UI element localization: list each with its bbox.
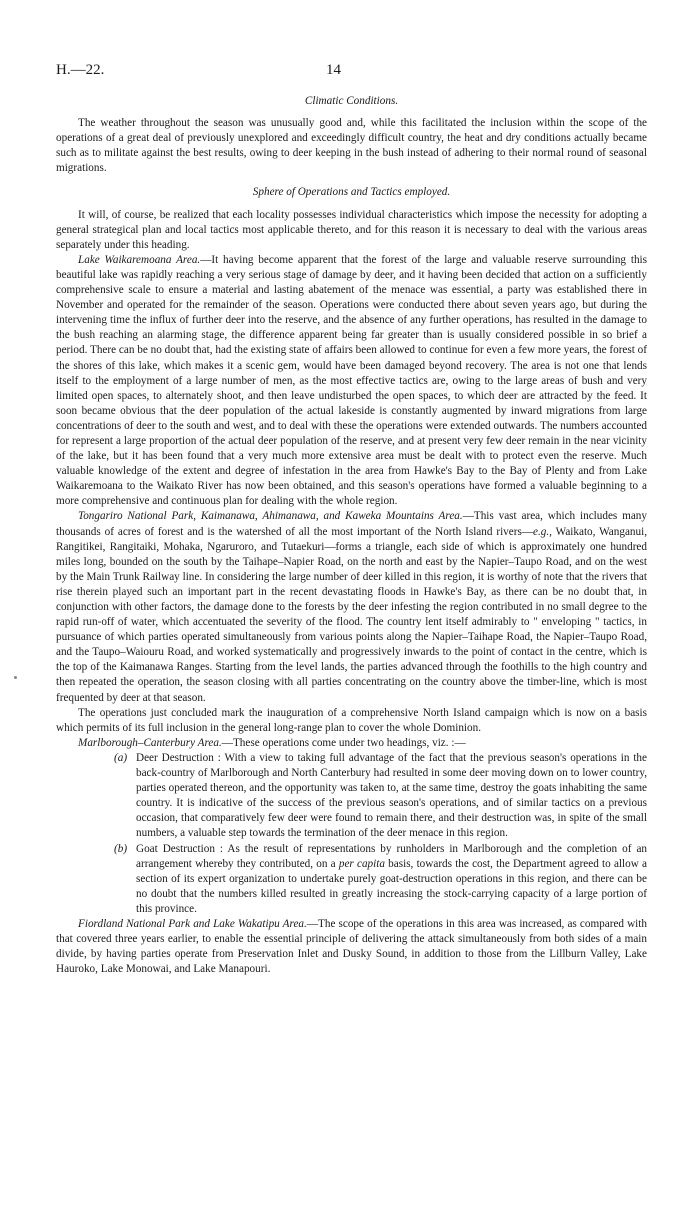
sphere-heading: Sphere of Operations and Tactics employed.	[252, 186, 451, 199]
report-reference: H.—22.	[56, 62, 105, 78]
climatic-heading: Climatic Conditions.	[304, 95, 399, 107]
list-item-a-text: Deer Destruction : With a view to taking full advantage of the fact that the previous season's operations in the back-country of Marlborough and North Canterbury had resulted in some deer moving down on to lower country, parties operated thereon, and the opportunity was taken to, at the same time, destroy the goats inhabiting the same country. It is indicative of the success of the previous season's operations, and of similar tactics on a previous occasion, that comparatively few deer were found to remain there, and their destruction was, in spite of the small numbers, a valuable step towards the termination of the deer menace in this region.	[136, 751, 647, 840]
marlborough-paragraph	[56, 736, 647, 751]
list-item-b-text-2: basis, towards the cost, the Department agreed to allow a section of its expert organization to undertake purely goat-destruction operations in this region, and there can be no doubt that the numbers killed resulted in greatly increasing the stock-carrying capacity of a large portion of this province.	[136, 857, 647, 915]
document-page	[56, 58, 647, 977]
page-number: 14	[326, 62, 341, 78]
marlborough-text: —These operations come under two headings, viz. :—	[221, 736, 466, 749]
waikaremoana-paragraph	[56, 253, 647, 510]
list-marker-b: (b)	[114, 842, 128, 855]
tongariro-title: Tongariro National Park, Kaimanawa, Ahimanawa, and Kaweka Mountains Area.	[78, 510, 463, 523]
tongariro-eg: e.g.,	[533, 525, 552, 538]
fiordland-text: —The scope of the operations in this area was increased, as compared with that covered three years earlier, to enable the essential principle of delivering the attack simultaneously from both sides of a main divide, by having parties operate from Preservation Inlet and Dusky Sound, in addition to those from the Lillburn Valley, Lake Hauroko, Lake Monowai, and Lake Manapouri.	[56, 917, 647, 976]
sphere-intro-paragraph: It will, of course, be realized that each locality possesses individual characteristics which impose the necessity for adopting a general strategical plan and local tactics most applicable thereto, and for this reason it is necessary to deal with the various areas separately under this heading.	[56, 208, 647, 251]
fiordland-paragraph	[56, 917, 647, 977]
tongariro-paragraph	[56, 509, 647, 705]
page-header	[56, 58, 647, 80]
list-marker-a: (a)	[114, 751, 128, 764]
margin-speck	[14, 676, 17, 679]
waikaremoana-title: Lake Waikaremoana Area.	[78, 253, 201, 266]
marlborough-title: Marlborough–Canterbury Area.	[78, 736, 222, 749]
fiordland-title: Fiordland National Park and Lake Wakatipu Area.	[78, 917, 307, 930]
tongariro-text-1: —This vast area, which includes many thousands of acres of forest and is the watershed of all the most important of the North Island rivers—	[56, 510, 647, 538]
climatic-paragraph: The weather throughout the season was unusually good and, while this facilitated the inclusion within the scope of the operations of a great deal of previously unexplored and exceedingly difficult country, the heat and dry conditions actually became such as to militate against the best results, owing to deer keeping in the bush instead of adhering to their normal round of seasonal migrations.	[56, 117, 647, 175]
list-item-deer-destruction	[56, 751, 647, 842]
list-item-b-text-1: Goat Destruction : As the result of representations by runholders in Marlborough and the completion of an arrangement whereby they contributed, on a	[136, 842, 647, 870]
waikaremoana-text: —It having become apparent that the forest of the large and valuable reserve surrounding this beautiful lake was rapidly reaching a very serious stage of damage by deer, and it having been decided that action on a sufficiently comprehensive scale to ensure a material and lasting abatement of the menace was essential, a party was established there in November and operated for the remainder of the season. Operations were conducted there about seven years ago, but during the intervening time the influx of further deer into the reserve, and the absence of any further operations, has resulted in the damage to the bush reaching an alarming stage, the difference apparent being far greater than is usually considered possible in so brief a period. There can be no doubt that, had the existing state of affairs been allowed to continue for even a few more years, the forest of the shores of this lake, which makes it a scenic gem, would have been damaged beyond recovery. The area is not one that lends itself to the employment of a large number of men, as the most effective tactics are, owing to the large areas of bush and very limited open spaces, to alternately shoot, and then leave undisturbed the open spaces, to which deer are attracted by the feed. It soon became obvious that the deer population of the actual lakeside is constantly augmented by inward migrations from large concentrations of deer to the south and west, and to deal with these the operations were extended outwards. The numbers accounted for represent a large proportion of the actual deer population of the reserve, and at present very few deer remain in the near vicinity of the lake, but it has been found that a very much more extensive area must be dealt with to protect even the reserve. Much valuable knowledge of the extent and degree of infestation in the area from Hawke's Bay to the Bay of Plenty and from Lake Waikaremoana to the Waikato River has now been obtained, and this season's operations have formed a valuable beginning to a more comprehensive and continuous plan for dealing with the whole region.	[56, 253, 647, 508]
list-item-goat-destruction	[56, 842, 647, 917]
tongariro-text-2: Waikato, Wanganui, Rangitikei, Rangitaiki, Mohaka, Ngaruroro, and Tutaekuri—forms a triangle, each side of which is approximately one hundred miles long, bounded on the south by the Taihape–Napier Road, on the north and east by the Napier–Taupo Road, and on the west by the Main Trunk Railway line. In considering the large number of deer killed in this region, it is worthy of note that the rivers that rise therein played such an important part in the recent devastating floods in Hawke's Bay, as there can be no doubt that, in conjunction with other factors, the damage done to the forests by the deer infesting the region contributed in no small degree to the rapid run-off of water, which accentuated the severity of the flood. The country lent itself admirably to " enveloping " tactics, in pursuance of which parties operated simultaneously from various points along the Napier–Taihape Road, the Napier–Taupo Road, and the Taupo–Waiouru Road, and worked systematically and progressively inwards to the point of contact in the centre, which is the top of the Kaimanawa Ranges. Starting from the level lands, the parties advanced through the foothills to the high country and then repeated the operation, the season closing with all parties concentrating on the country above the timber-line, which is most frequented by deer at that season.	[56, 525, 648, 704]
per-capita-phrase: per capita	[338, 857, 385, 870]
campaign-paragraph: The operations just concluded mark the inauguration of a comprehensive North Island campaign which is now on a basis which permits of its full inclusion in the general long-range plan to cover the whole Dominion.	[56, 706, 647, 734]
